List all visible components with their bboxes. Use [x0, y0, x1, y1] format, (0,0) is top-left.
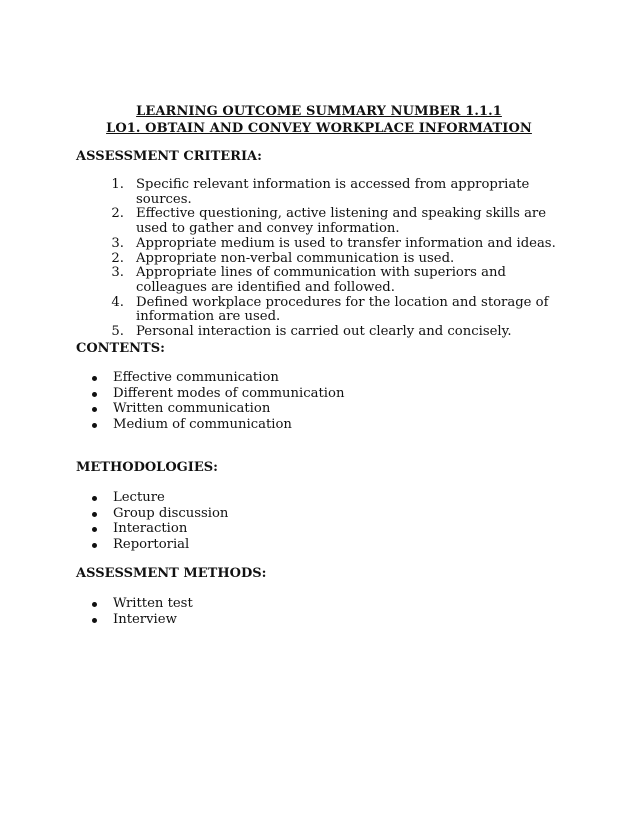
assessment-methods-heading: ASSESSMENT METHODS:: [76, 566, 267, 581]
bullet-icon: [92, 527, 97, 532]
list-item: [92, 612, 193, 628]
item-text: Appropriate non-verbal communication is used.: [136, 250, 455, 266]
item-text: Appropriate lines of communication with superiors and colleagues are identified and followed.: [136, 265, 506, 295]
item-text: Personal interaction is carried out clearly and concisely.: [136, 324, 512, 340]
list-item: [92, 506, 228, 522]
list-item: [104, 207, 574, 236]
bullet-icon: [92, 543, 97, 548]
list-item: [104, 296, 574, 325]
list-item: [92, 490, 228, 506]
item-text: Effective questioning, active listening and speaking skills are used to gather and convey information.: [136, 206, 547, 237]
assessment-criteria-list: [104, 178, 574, 340]
assessment-methods-list: [92, 596, 193, 627]
item-text: Interaction: [113, 521, 188, 536]
title-line-2: LO1. OBTAIN AND CONVEY WORKPLACE INFORMATION: [106, 121, 532, 136]
bullet-icon: [92, 496, 97, 501]
item-text: Specific relevant information is accessed from appropriate sources.: [136, 177, 530, 207]
bullet-icon: [92, 512, 97, 517]
title-line-1: LEARNING OUTCOME SUMMARY NUMBER 1.1.1: [136, 104, 502, 119]
bullet-icon: [92, 618, 97, 623]
list-item: [92, 386, 344, 402]
list-item: [104, 237, 574, 252]
contents-heading: CONTENTS:: [76, 341, 165, 356]
item-text: Lecture: [113, 490, 165, 505]
item-number: 2.: [111, 206, 124, 222]
item-number: 3.: [111, 265, 124, 281]
list-item: [104, 252, 574, 267]
item-text: Different modes of communication: [113, 385, 345, 401]
item-number: 1.: [111, 177, 124, 192]
methodologies-heading: METHODOLOGIES:: [76, 460, 218, 475]
bullet-icon: [92, 376, 97, 381]
item-number: 3.: [111, 235, 124, 251]
bullet-icon: [92, 392, 97, 397]
item-text: Written test: [113, 596, 193, 611]
item-text: Reportorial: [113, 536, 190, 552]
list-item: [92, 596, 193, 612]
list-item: [92, 521, 228, 537]
item-text: Interview: [113, 611, 177, 627]
list-item: [104, 178, 574, 207]
list-item: [92, 401, 344, 417]
document-title: [0, 103, 638, 137]
bullet-icon: [92, 423, 97, 428]
list-item: [92, 537, 228, 553]
list-item: [92, 417, 344, 433]
methodologies-list: [92, 490, 228, 552]
item-number: 4.: [111, 294, 124, 310]
assessment-criteria-heading: ASSESSMENT CRITERIA:: [76, 149, 262, 164]
item-text: Effective communication: [113, 370, 279, 385]
list-item: [104, 266, 574, 295]
item-text: Written communication: [113, 401, 271, 416]
bullet-icon: [92, 407, 97, 412]
item-text: Medium of communication: [113, 416, 292, 432]
bullet-icon: [92, 602, 97, 607]
list-item: [104, 325, 574, 340]
list-item: [92, 370, 344, 386]
item-number: 2.: [111, 250, 124, 266]
item-text: Group discussion: [113, 505, 229, 521]
item-number: 5.: [111, 324, 124, 340]
item-text: Defined workplace procedures for the location and storage of information are used.: [136, 294, 549, 325]
item-text: Appropriate medium is used to transfer information and ideas.: [136, 235, 556, 251]
contents-list: [92, 370, 344, 432]
